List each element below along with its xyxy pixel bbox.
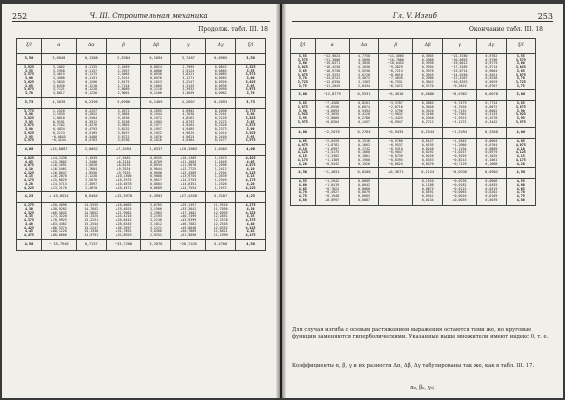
table-cell: +15,5978 [106,192,141,203]
data-table [16,38,266,251]
table-cell: 3,775 3,80 3,825 3,85 3,875 3,90 3,925 3,95 3,975 [236,108,266,144]
table-key-row [291,168,536,179]
table-cell: 4,00 [506,128,535,139]
table-cell: 0,6078 [477,90,506,101]
table-cell: 0,2396 [76,97,106,108]
table-key-row [291,90,536,101]
table-cell: 3,50 [17,54,42,65]
table-cell: 8,8484 [76,192,106,203]
table-cell: −5,7479 −4,7016 −3,7152 −2,7901 −1,9313 −1,1272 [442,101,476,128]
table-cell: 1,0402 [206,144,236,155]
column-header: ξ/l [236,39,266,54]
column-header: γ [171,39,206,54]
table-header-row [17,39,266,54]
column-header: Δβ [413,39,442,54]
table-cell: −1,2042 −1,0419 −0,7822 −0,4927 −0,1948 +0,0997 [315,179,349,206]
table-cell: +50,4896 +58,9282 +66,5845 +73,3228 +78,9925 +83,4462 +86,5374 +88,1220 +88,0600 [41,203,76,239]
table-cell: 3,525 3,55 3,575 3,60 3,625 3,65 3,675 3,70 [236,65,266,98]
column-header: ξ/l [17,39,42,54]
table-cell: 0,2093 [206,97,236,108]
table-cell: 4,05 4,075 4,10 4,125 4,15 4,175 4,20 [506,139,535,168]
table-row-block [291,139,536,168]
table-header-row [291,39,536,54]
table-cell: −6,4016 [379,90,413,101]
table-cell: 4,3639 [41,97,76,108]
table-cell: 0,9762 0,9796 0,9779 0,9714 0,9604 0,9451 0,9258 0,9029 0,8767 [477,54,506,90]
table-cell: 3,2672 3,3684 3,4536 3,5238 3,5802 3,6232 3,6537 3,6722 3,6790 [106,108,141,144]
table-cell: 3,55 3,575 3,60 3,625 3,65 3,675 3,70 3,725 3,75 [506,54,535,90]
table-cell: −8,9362 [442,90,476,101]
table-cell: 3,7487 [171,54,206,65]
table-row-block [17,108,266,144]
table-cell: 3,85 3,875 3,90 3,925 3,95 3,975 [506,101,535,128]
table-cell: 3,75 [17,97,42,108]
table-cell: −1,4851 [315,168,349,179]
table-cell: 4,50 [506,168,535,179]
table-cell: −3,3787 −2,8716 −2,3796 −1,9032 −1,4425 −0,9947 [379,101,413,128]
table-cell: −1,3494 [442,128,476,139]
table-cell: 0,4886 [413,90,442,101]
table-cell: 0,8261 0,6874 0,5494 0,4128 0,2780 0,1457 [349,101,378,128]
table-cell: +14,1336 +15,3002 +16,1091 +16,5461 +16,6047 +16,2870 +15,6029 +14,5713 +13,2176 [41,155,76,191]
column-header: ξ/l [291,39,316,54]
table-cell: +0,3671 [379,168,413,179]
table-cell: 4,4902 [141,192,171,203]
table-cell: 0,0604 0,0764 0,0889 0,0979 0,1035 0,1061 0,1068 [477,139,506,168]
table-cell: 3,0986 [106,97,141,108]
table-cell: 4,25 [17,192,42,203]
table-cell: 14,5335 14,7842 14,9852 15,1325 15,2231 15,2544 15,2247 15,1330 14,9791 [76,203,106,239]
table-cell: 4,275 4,30 4,325 4,35 4,375 4,40 4,425 4,45 4,475 [236,203,266,239]
column-header: Δγ [477,39,506,54]
footnote-paragraph: Коэффициенты α, β, γ и их разности Δα, Δβ, Δγ табулированы так же, как в табл. III. 17. [292,363,535,369]
table-cell: 2,7995 2,9124 3,0221 3,1271 3,2247 3,3143 3,3932 3,4659 [171,65,206,98]
running-title: Гл. V. Изгиб [392,12,437,20]
right-page [282,4,563,398]
table-cell: 1,1073 1,1649 1,2096 1,2412 1,2594 1,2639 1,2549 1,2326 1,1972 [206,155,236,191]
table-cell: −2,0459 −1,8762 −1,6997 −1,5175 −1,3302 −1,1389 −0,9442 [315,139,349,168]
table-cell: 2,3984 [106,54,141,65]
table-cell: +7,5494 [106,144,141,155]
column-header: Δα [76,39,106,54]
table-cell: 0,1388 [76,54,106,65]
table-cell: 4,6902 4,7630 4,8262 4,8793 4,9204 4,9485 4,9625 4,9625 4,9484 [171,108,206,144]
table-cell: 4,25 [236,192,266,203]
table-cell: 3,80 [506,90,535,101]
table-cell: 5,3207 [206,192,236,203]
table-cell: −0,9435 [379,128,413,139]
table-cell: +27,4558 [171,192,206,203]
table-cell: 4,55 4,60 4,65 4,70 4,75 4,80 [506,179,535,206]
column-header: β [106,39,141,54]
table-key-row [17,144,266,155]
table-cell: 3,80 [291,90,316,101]
page-number: 253 [537,11,553,21]
table-row-block [291,101,536,128]
table-cell: + 45,8524 [41,192,76,203]
table-cell: 4,55 4,60 4,65 4,70 4,75 4,80 [291,179,316,206]
table-row-block [17,203,266,239]
table-continuation-label: Продолж. табл. III. 18 [198,26,268,33]
column-header: γ [442,39,476,54]
table-key-row [17,239,266,250]
table-key-row [17,97,266,108]
book-gutter [276,4,286,398]
table-cell: +29,1457 +33,3042 +37,1882 +40,7499 +43,9399 +46,7082 +49,0048 +50,7809 +51,9896 [171,203,206,239]
page-number: 252 [12,11,28,21]
table-cell: 0,2544 [413,128,442,139]
table-cell: +16,6665 +19,4025 +21,9962 +24,4210 +26,6442 +28,6345 +30,3597 +31,7891 +32,8929 [106,203,141,239]
table-row-block [17,65,266,98]
table-cell: 0,1135 0,1157 0,1175 0,1191 0,1206 0,1218 0,1228 0,1236 [76,65,106,98]
table-key-row [17,54,266,65]
table-cell: 3,50 [236,54,266,65]
table-cell: 4,00 [236,144,266,155]
table-cell: 3,55 3,575 3,60 3,625 3,65 3,675 3,70 3,725 3,75 [291,54,316,90]
table-cell: 2,0002 [76,144,106,155]
table-cell: − 35,7940 [41,239,76,250]
table-cell: −22,9624 −21,3088 −19,8371 −18,4230 −16,9758 −15,5232 −14,0741 −12,6350 −11,2045 [315,54,349,90]
table-cell: 3,75 [236,97,266,108]
left-page [2,4,280,398]
running-title: Ч. III. Строительная механика [89,12,208,20]
table-cell: +10,1309 +11,1003 +11,9876 +12,7725 +13,4389 +13,9755 +14,3753 +14,6351 +14,7554 [171,155,206,191]
table-cell: 4,7758 4,5898 4,3856 4,1638 3,9256 3,6728 3,4072 3,1303 2,8434 [349,54,378,90]
table-cell: 2,1849 2,2957 2,4065 2,5151 2,6175 2,7144 2,8089 2,9001 [106,65,141,98]
table-cell: −1,2845 −1,2060 −1,1194 −1,0257 −0,9259 −0,8213 −0,7129 [442,139,476,168]
table-cell: 0,1124 [413,168,442,179]
table-key-row [17,192,266,203]
table-cell: 0,8555 0,8769 0,8934 0,9044 0,9096 0,9088 0,9017 0,8884 0,8689 [141,155,171,191]
column-header: α [41,39,76,54]
column-header: β [379,39,413,54]
table-cell: +10,3003 [171,144,206,155]
table-cell: 4,50 [291,168,316,179]
table-cell: 1,1039 1,3406 1,5628 1,7684 1,9556 2,1226 2,2678 2,3897 2,4870 [76,155,106,191]
table-cell: 0,1094 [141,54,171,65]
table-cell: 0,7157 [76,239,106,250]
table-cell: 0,0985 [206,54,236,65]
table-cell: −22,3780 −20,6855 −19,0012 −17,3285 −15,6714 −14,0340 −12,4207 −10,8353 −9,2819 [442,54,476,90]
table-cell: 0,1469 [141,97,171,108]
table-cell: 4,025 4,05 4,075 4,10 4,125 4,15 4,175 4,20 4,225 [17,155,42,191]
table-cell: 4,2007 [171,97,206,108]
table-cell: 3,775 3,80 3,825 3,85 3,875 3,90 3,925 3,95 3,975 [17,108,42,144]
column-header: α [315,39,349,54]
table-cell: 0,0208 [349,168,378,179]
table-cell: 3,1802 3,2958 3,4015 3,4988 3,5845 3,6430 3,7121 3,8017 [41,65,76,98]
table-cell: −11,3665 −10,7068 −10,0452 −9,3829 −8,7213 −8,0616 −7,4049 −6,7531 −6,1072 [379,54,413,90]
table-cell: −7,4568 −6,0556 −4,6893 −3,3695 −2,0860 −0,8304 [315,101,349,128]
table-cell: +7,5462 +8,2154 +8,8235 +9,3534 +9,7925 +10,1300 +10,3575 +10,4678 +10,4571 [106,155,141,191]
table-cell: −26,7445 [171,239,206,250]
table-cell: −0,0236 −0,0182 −0,0123 −0,0065 −0,0010 +0,0039 [442,179,476,206]
column-header: Δβ [141,39,171,54]
footnote-formula: α₀, β₀, γ₀; [410,385,435,391]
table-cell: 0,3368 [477,128,506,139]
table-cell: 11,3516 11,7856 12,0993 12,2851 12,3378 12,2545 12,0352 11,6821 11,1999 [206,203,236,239]
table-cell: 0,9331 [349,90,378,101]
table-cell: 0,2764 [349,128,378,139]
data-table [290,38,536,206]
table-cell: 0,0824 0,0886 0,0938 0,0976 0,1023 0,1065 0,1118 0,1166 [141,65,171,98]
table-row-block [17,155,266,191]
table-key-row [291,128,536,139]
footnote-paragraph: Для случая изгиба с осевым растяжением выражения остаются теми же, но круговые функции заменяются гиперболическими. Указанные выше множители имеют индекс 0, т. е. [292,327,549,340]
table-cell: 1,0337 [141,144,171,155]
table-cell: +15,8807 [41,144,76,155]
table-cell: 3,6840 [41,54,76,65]
table-cell: 0,1516 0,1662 0,1742 0,1808 0,1861 0,1900 0,1926 [349,139,378,168]
column-header: Δγ [206,39,236,54]
table-cell: 0,1520 0,1188 0,0875 0,0591 0,0342 0,0134 [413,179,442,206]
table-row-block [291,179,536,206]
table-cell: 4,05 4,075 4,10 4,125 4,15 4,175 4,20 [291,139,316,168]
table-cell: 0,0982 [477,168,506,179]
table-cell: 3,85 3,875 3,90 3,925 3,95 3,975 [291,101,316,128]
table-cell [379,179,413,206]
table-cell: −0,0336 [442,168,476,179]
table-cell: 4,025 4,05 4,075 4,10 4,125 4,15 4,175 4,20 4,225 [236,155,266,191]
table-cell: 0,3965 0,3988 0,3998 0,3994 0,3976 0,3945 0,3900 0,3842 0,3770 [413,54,442,90]
table-cell: 4,00 [291,128,316,139]
table-cell: 3,0765 3,1506 3,1983 3,2193 3,2136 3,1812 3,1221 3,0366 2,9251 [141,203,171,239]
table-cell: −33,7206 [106,239,141,250]
table-cell: 0,0009 0,0042 0,0068 0,0079 0,0085 0,0087 [349,179,378,206]
table-cell: 3,525 3,55 3,575 3,60 3,625 3,65 3,675 3,70 [17,65,42,98]
table-cell: −12,8779 [315,90,349,101]
table-continuation-label: Окончание табл. III. 18 [469,26,543,33]
table-cell: 0,2257 0,2852 0,3404 0,3912 0,4376 0,4793 0,5165 0,5488 0,5763 [76,108,106,144]
table-cell: 4,00 [17,144,42,155]
table-cell: 0,3865 0,3648 0,3420 0,3186 0,2948 0,2712 [413,101,442,128]
table-cell: −0,9706 −0,9537 −0,9315 −0,9047 −0,8739 −0,8395 −0,8024 [379,139,413,168]
table-cell: 0,1895 0,1944 0,1972 0,1983 0,1977 0,1957 0,1922 0,1876 0,1816 [141,108,171,144]
table-cell: 1,2520 1,1939 1,0818 0,9191 0,7182 0,4834 0,2174 −0,0845 −0,4244 [41,108,76,144]
table-cell: 0,2098 0,2161 0,2220 0,2275 0,2326 0,2373 0,2414 0,2449 0,2477 [206,108,236,144]
table-cell: 4,50 [17,239,42,250]
table-cell: 0,0606 0,0455 0,0319 0,0202 0,0109 0,0039 [477,179,506,206]
table-cell: −2,2076 [315,128,349,139]
table-cell: 4,50 [236,239,266,250]
table-cell: 0,0147 0,0195 0,0248 0,0292 0,0326 0,0353 0,0370 [413,139,442,168]
table-row-block [291,54,536,90]
table-cell: 3,2076 [141,239,171,250]
column-header: Δα [349,39,378,54]
table-cell: 0,0843 0,0865 0,0885 0,0903 0,0920 0,0936 0,0950 0,0962 [206,65,236,98]
table-cell: 5,4700 [206,239,236,250]
header-rule [292,21,553,22]
column-header: ξ/l [506,39,535,54]
header-rule [12,21,270,22]
table-cell: 4,275 4,30 4,325 4,35 4,375 4,40 4,425 4,45 4,475 [17,203,42,239]
table-cell: 0,7734 0,6872 0,6002 0,5133 0,4278 0,3442 [477,101,506,128]
